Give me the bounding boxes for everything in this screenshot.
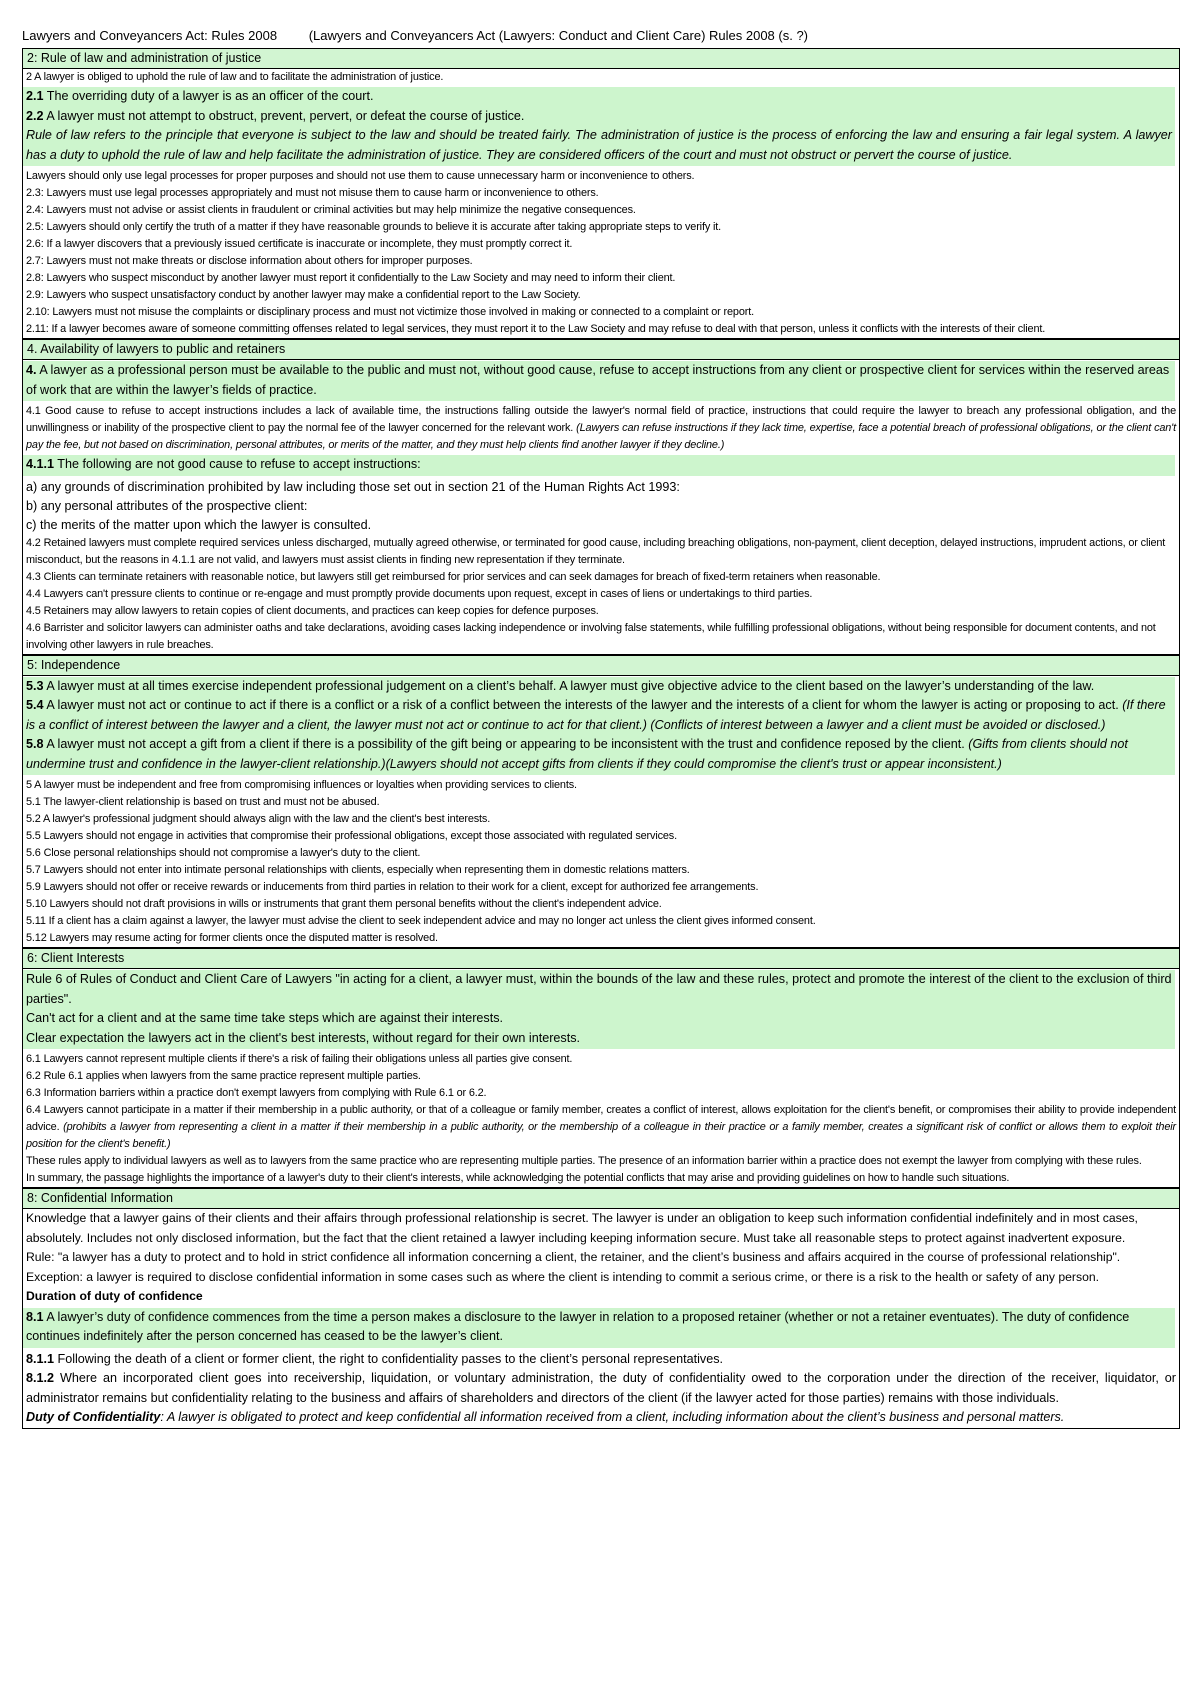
section-heading: 6: Client Interests <box>23 949 1179 969</box>
list-item: 4.5 Retainers may allow lawyers to retain copies of client documents, and practices can keep copies for defence purposes. <box>26 604 599 617</box>
section-6 <box>23 949 1179 1189</box>
rule-number: 5.8 <box>26 737 44 751</box>
list-item: 5 A lawyer must be independent and free from compromising influences or loyalties when providing services to clients. <box>26 779 577 791</box>
not-good-cause-list <box>23 478 1179 535</box>
list-item: 2.11: If a lawyer becomes aware of someone committing offenses related to legal services, they must report it to the Law Society and may refuse to deal with that person, unless it conflicts with the interests of their client. <box>26 323 1046 335</box>
rule-note: (If there is a conflict of interest between the lawyer and a client, the lawyer must not act or continue to act for that client.) (Conflicts of interest between a lawyer and a client must be avoided or disclosed.) <box>26 698 1166 732</box>
list-item: 2.9: Lawyers who suspect unsatisfactory conduct by another lawyer may make a confidential report to the Law Society. <box>26 289 581 301</box>
rule-8-1-1 <box>26 1350 1176 1370</box>
rule-number: 5.3 <box>26 678 44 693</box>
rule-2-1 <box>26 87 1172 107</box>
rule-text: A lawyer must not act or continue to act if there is a conflict or a risk of a conflict between the interests of the lawyer and the interests of a client for whom the lawyer is acting or proposing to act. <box>43 698 1123 712</box>
section-heading: 2: Rule of law and administration of justice <box>23 49 1179 69</box>
section-8 <box>23 1189 1179 1428</box>
rule-text: A lawyer must not accept a gift from a client if there is a possibility of the gift being or appearing to be inconsistent with the trust and confidence reposed by the client. <box>43 737 969 751</box>
section-heading: 4. Availability of lawyers to public and retainers <box>23 340 1179 360</box>
list-item: In summary, the passage highlights the importance of a lawyer's duty to their client's interests, while acknowledging the potential conflicts that may arise and providing guidelines on how to handle such situations. <box>26 1172 1010 1184</box>
list-item: 5.2 A lawyer's professional judgment should always align with the law and the client's best interests. <box>26 813 491 825</box>
rule-6-4 <box>26 1102 1176 1153</box>
highlight-box <box>23 970 1175 1050</box>
highlight-box <box>23 87 1175 167</box>
rule-5-3 <box>26 677 1172 697</box>
list-item: 5.7 Lawyers should not enter into intimate personal relationships with clients, especially when representing them in domestic relations matters. <box>26 864 690 876</box>
list-item: 6.1 Lawyers cannot represent multiple clients if there's a risk of failing their obligations unless all parties give consent. <box>26 1053 573 1065</box>
rule-text: The overriding duty of a lawyer is as an officer of the court. <box>43 89 374 103</box>
rule-5-8 <box>26 735 1172 774</box>
rule-text: 4.1 Good cause to refuse to accept instructions includes a lack of available time, the instructions falling outside the lawyer's normal field of practice, instructions that could require the lawyer to breach any professional obligation, and the unwillingness or inability of the prospective client to pay the normal fee of the lawyer concerned for the relevant work. <box>26 405 1176 434</box>
rule-note: (Lawyers can refuse instructions if they lack time, expertise, face a potential breach of professional obligations, or the client can't pay the fee, but not based on discrimination, personal attributes, or merits of the matter, and they must help clients find another lawyer if they decline.) <box>26 422 1176 451</box>
list-item: 2.4: Lawyers must not advise or assist clients in fraudulent or criminal activities but may help minimize the negative consequences. <box>26 204 636 216</box>
duty-of-confidentiality <box>26 1408 1176 1428</box>
rule-number: 2.1 <box>26 89 44 103</box>
list-item: 2.3: Lawyers must use legal processes appropriately and must not misuse them to cause harm or inconvenience to others. <box>26 187 599 199</box>
list-item: 4.6 Barrister and solicitor lawyers can administer oaths and take declarations, avoiding cases lacking independence or involving false statements, while fulfilling professional obligations, without being responsible for document contents, and not involving other lawyers in rule breaches. <box>26 621 1156 651</box>
list-item: Lawyers should only use legal processes for proper purposes and should not use them to cause unnecessary harm or inconvenience to others. <box>26 170 695 182</box>
rule-number: 8.1.1 <box>26 1351 55 1366</box>
highlight-box <box>23 677 1175 777</box>
rule-text: The following are not good cause to refuse to accept instructions: <box>54 457 421 471</box>
list-item: 5.1 The lawyer-client relationship is based on trust and must not be abused. <box>26 796 380 808</box>
highlight-box <box>23 361 1175 402</box>
rule-number: 4.1.1 <box>26 457 55 471</box>
list-item: 5.12 Lawyers may resume acting for former clients once the disputed matter is resolved. <box>26 932 438 944</box>
list-item: 5.5 Lawyers should not engage in activities that compromise their professional obligations, except those associated with regulated services. <box>26 830 677 842</box>
list-item: 2.7: Lawyers must not make threats or disclose information about others for improper purposes. <box>26 255 473 267</box>
rule-4-1 <box>23 403 1179 454</box>
rule-of-law-note: Rule of law refers to the principle that everyone is subject to the law and should be treated fairly. The administration of justice is the process of enforcing the law and ensuring a fair legal system. A lawyer has a duty to uphold the rule of law and help facilitate the administration of justice. They are considered officers of the court and must not obstruct or pervert the course of justice. <box>26 128 1172 162</box>
list-item: 5.6 Close personal relationships should not compromise a lawyer's duty to the client. <box>26 847 421 859</box>
rule-number: 8.1 <box>26 1309 44 1324</box>
rule-text: 6.4 Lawyers cannot participate in a matter if their membership in a public authority, or that of a colleague or family member, creates a conflict of interest, allows exploitation for the client's benefit, or compromises their ability to provide independent advice. <box>26 1104 1176 1133</box>
list-item: 4.2 Retained lawyers must complete required services unless discharged, mutually agreed otherwise, or terminated for good cause, including breaching obligations, non-payment, client deception, delayed instructions, imprudent actions, or client misconduct, but the reasons in 4.1.1 are not valid, and lawyers must assist clients in finding new representation if they terminate. <box>26 536 1166 566</box>
highlight-box <box>23 455 1175 477</box>
list-item: c) the merits of the matter upon which the lawyer is consulted. <box>26 517 372 532</box>
term-definition: : A lawyer is obligated to protect and keep confidential all information received from a client, including information about the client’s business and personal matters. <box>160 1410 1065 1424</box>
list-item: 6.3 Information barriers within a practice don't exempt lawyers from complying with Rule 6.1 or 6.2. <box>26 1087 487 1099</box>
section-4 <box>23 340 1179 656</box>
rule-8-1-2 <box>26 1369 1176 1408</box>
list-item: 2.8: Lawyers who suspect misconduct by another lawyer must report it confidentially to the Law Society and may need to inform their client. <box>26 272 676 284</box>
document-page <box>22 28 1180 1429</box>
list-item: 5.10 Lawyers should not draft provisions in wills or instruments that grant them personal benefits without the client's independent advice. <box>26 898 662 910</box>
rule-6-quote: Rule 6 of Rules of Conduct and Client Care of Lawyers "in acting for a client, a lawyer must, within the bounds of the law and these rules, protect and promote the interest of the client to the exclusion of third parties". <box>26 972 1172 1006</box>
list-item: 5.9 Lawyers should not offer or receive rewards or inducements from third parties in relation to their work for a client, except for authorized fee arrangements. <box>26 881 759 893</box>
list-item: 6.2 Rule 6.1 applies when lawyers from the same practice represent multiple parties. <box>26 1070 421 1082</box>
header-act-title: Lawyers and Conveyancers Act: Rules 2008 <box>22 28 278 43</box>
rule-text: Following the death of a client or former client, the right to confidentiality passes to the client’s personal representatives. <box>54 1351 724 1366</box>
rule-number: 4. <box>26 363 37 377</box>
document-header <box>22 28 1180 48</box>
section-heading: 8: Confidential Information <box>23 1189 1179 1209</box>
rule-6-point: Can't act for a client and at the same time take steps which are against their interests. <box>26 1011 504 1025</box>
rule-6-point: Clear expectation the lawyers act in the client's best interests, without regard for their own interests. <box>26 1030 580 1045</box>
confidentiality-rule: Rule: "a lawyer has a duty to protect and to hold in strict confidence all information concerning a client, the retainer, and the client’s business and affairs acquired in the course of professional relationship". Exception: a lawyer is required to disclose confidential information in some cases such as where the client is intending to commit a serious crime, or there is a risk to the health or safety of any person. <box>26 1250 1121 1284</box>
rule-number: 8.1.2 <box>26 1371 55 1385</box>
list-item: 4.3 Clients can terminate retainers with reasonable notice, but lawyers still get reimbursed for prior services and can seek damages for breach of fixed-term retainers when reasonable. <box>26 570 881 583</box>
rule-2-intro: 2 A lawyer is obliged to uphold the rule of law and to facilitate the administration of justice. <box>26 71 444 83</box>
list-item: These rules apply to individual lawyers as well as to lawyers from the same practice who are representing multiple parties. The presence of an information barrier within a practice does not exempt the lawyer from complying with these rules. <box>26 1155 1142 1167</box>
highlight-box <box>23 1308 1175 1349</box>
rule-2-2 <box>26 107 1172 127</box>
rule-number: 2.2 <box>26 108 44 123</box>
rule-text: A lawyer must not attempt to obstruct, prevent, pervert, or defeat the course of justice. <box>43 108 525 123</box>
list-item: b) any personal attributes of the prospective client: <box>26 498 308 513</box>
rule-note: (Gifts from clients should not undermine trust and confidence in the lawyer-client relationship.)(Lawyers should not accept gifts from clients if they could compromise the client's trust or appear inconsistent.) <box>26 737 1128 771</box>
section-2 <box>23 49 1179 340</box>
header-rules-title: (Lawyers and Conveyancers Act (Lawyers: Conduct and Client Care) Rules 2008 (s. ?) <box>308 28 809 43</box>
section-heading: 5: Independence <box>23 656 1179 676</box>
confidentiality-overview: Knowledge that a lawyer gains of their clients and their affairs through professional relationship is secret. The lawyer is under an obligation to keep such information confidential indefinitely and in most cases, absolutely. Includes not only disclosed information, but the fact that the client retained a lawyer including keeping information secure. Must take all reasonable steps to protect against inadvertent exposure. <box>26 1211 1138 1245</box>
list-item: a) any grounds of discrimination prohibited by law including those set out in section 21 of the Human Rights Act 1993: <box>26 479 680 494</box>
rule-5-4 <box>26 696 1172 735</box>
term-label: Duty of Confidentiality <box>26 1410 161 1424</box>
rule-text: Where an incorporated client goes into receivership, liquidation, or voluntary administration, the duty of confidentiality owed to the corporation under the direction of the receiver, liquidator, or administrator remains but confidentiality relating to the business and affairs of shareholders and directors of the client (if the lawyer acted for those parties) remains with those individuals. <box>26 1371 1176 1405</box>
rule-text: A lawyer’s duty of confidence commences from the time a person makes a disclosure to the lawyer in relation to a proposed retainer (whether or not a retainer eventuates). The duty of confidence continues indefinitely after the person concerned has ceased to be the lawyer’s client. <box>26 1309 1130 1343</box>
list-item: 2.6: If a lawyer discovers that a previously issued certificate is inaccurate or incomplete, they must promptly correct it. <box>26 238 573 250</box>
rule-text: A lawyer as a professional person must be available to the public and must not, without good cause, refuse to accept instructions from any client or prospective client for services within the reserved areas of work that are within the lawyer’s fields of practice. <box>26 363 1170 397</box>
subheading: Duration of duty of confidence <box>26 1289 203 1303</box>
notes-table <box>22 48 1180 1429</box>
rule-note: (prohibits a lawyer from representing a client in a matter if their membership in a public authority, or the membership of a colleague in their practice or a family member, creates a significant risk of conflict or allows them to exploit their position for the client's benefit.) <box>26 1121 1176 1150</box>
rule-number: 5.4 <box>26 698 44 712</box>
list-item: 2.10: Lawyers must not misuse the complaints or disciplinary process and must not victimize those involved in making or connected to a complaint or report. <box>26 306 754 318</box>
rule-text: A lawyer must at all times exercise independent professional judgement on a client’s behalf. A lawyer must give objective advice to the client based on the lawyer’s understanding of the law. <box>43 678 1095 693</box>
section-5 <box>23 656 1179 950</box>
list-item: 4.4 Lawyers can't pressure clients to continue or re-engage and must promptly provide documents upon request, except in cases of liens or undertakings to third parties. <box>26 587 813 600</box>
list-item: 5.11 If a client has a claim against a lawyer, the lawyer must advise the client to seek independent advice and may no longer act unless the client gives informed consent. <box>26 915 816 927</box>
list-item: 2.5: Lawyers should only certify the truth of a matter if they have reasonable grounds to believe it is accurate after taking appropriate steps to verify it. <box>26 221 722 233</box>
